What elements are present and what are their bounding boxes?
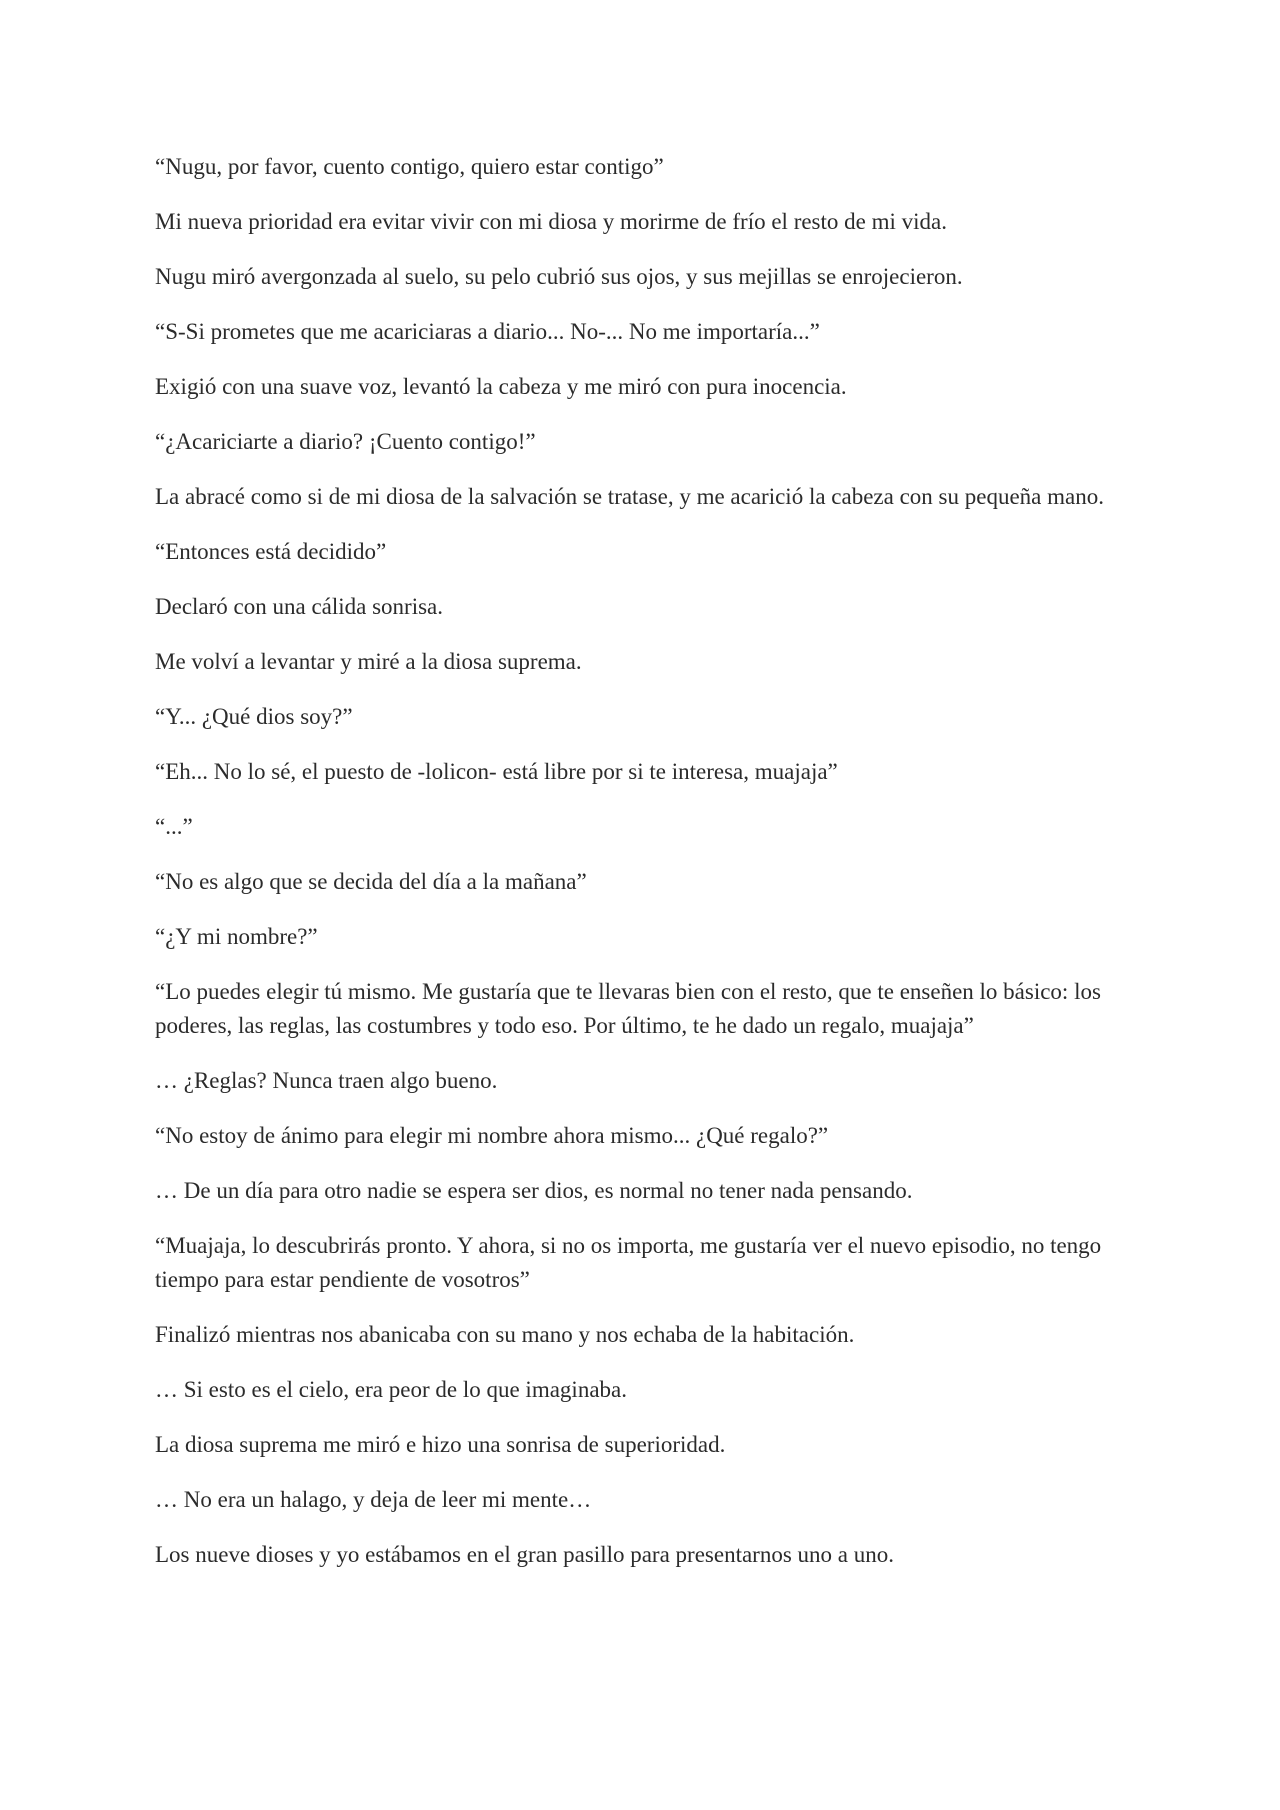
paragraph: Los nueve dioses y yo estábamos en el gran pasillo para presentarnos uno a uno. <box>155 1542 894 1567</box>
paragraph: “¿Y mi nombre?” <box>155 924 318 949</box>
paragraph: Exigió con una suave voz, levantó la cabeza y me miró con pura inocencia. <box>155 374 847 399</box>
paragraph: Me volví a levantar y miré a la diosa suprema. <box>155 649 582 674</box>
paragraph: Finalizó mientras nos abanicaba con su mano y nos echaba de la habitación. <box>155 1322 855 1347</box>
paragraph: … ¿Reglas? Nunca traen algo bueno. <box>155 1068 498 1093</box>
paragraph: … No era un halago, y deja de leer mi mente… <box>155 1487 592 1512</box>
paragraph: “No estoy de ánimo para elegir mi nombre ahora mismo... ¿Qué regalo?” <box>155 1123 829 1148</box>
paragraph: “Y... ¿Qué dios soy?” <box>155 704 353 729</box>
paragraph: “Muajaja, lo descubrirás pronto. Y ahora, si no os importa, me gustaría ver el nuevo episodio, no tengo tiempo para estar pendiente de vosotros” <box>155 1233 1102 1292</box>
paragraph: … De un día para otro nadie se espera ser dios, es normal no tener nada pensando. <box>155 1178 913 1203</box>
paragraph: Declaró con una cálida sonrisa. <box>155 594 444 619</box>
paragraph: “Lo puedes elegir tú mismo. Me gustaría que te llevaras bien con el resto, que te enseñen lo básico: los poderes, las reglas, las costumbres y todo eso. Por último, te he dado un regalo, muajaja” <box>155 979 1101 1038</box>
paragraph: “S-Si prometes que me acariciaras a diario... No-... No me importaría...” <box>155 319 820 344</box>
paragraph: Nugu miró avergonzada al suelo, su pelo cubrió sus ojos, y sus mejillas se enrojecieron. <box>155 264 963 289</box>
paragraph: Mi nueva prioridad era evitar vivir con mi diosa y morirme de frío el resto de mi vida. <box>155 209 947 234</box>
paragraph: … Si esto es el cielo, era peor de lo que imaginaba. <box>155 1377 627 1402</box>
paragraph: “No es algo que se decida del día a la mañana” <box>155 869 587 894</box>
paragraph: La abracé como si de mi diosa de la salvación se tratase, y me acarició la cabeza con su pequeña mano. <box>155 484 1104 509</box>
paragraph: “...” <box>155 814 193 839</box>
paragraph: “Nugu, por favor, cuento contigo, quiero estar contigo” <box>155 154 664 179</box>
paragraph: La diosa suprema me miró e hizo una sonrisa de superioridad. <box>155 1432 726 1457</box>
paragraph: “Eh... No lo sé, el puesto de -lolicon- está libre por si te interesa, muajaja” <box>155 759 838 784</box>
paragraph: “Entonces está decidido” <box>155 539 387 564</box>
paragraph: “¿Acariciarte a diario? ¡Cuento contigo!” <box>155 429 536 454</box>
document-body <box>155 150 1135 1593</box>
